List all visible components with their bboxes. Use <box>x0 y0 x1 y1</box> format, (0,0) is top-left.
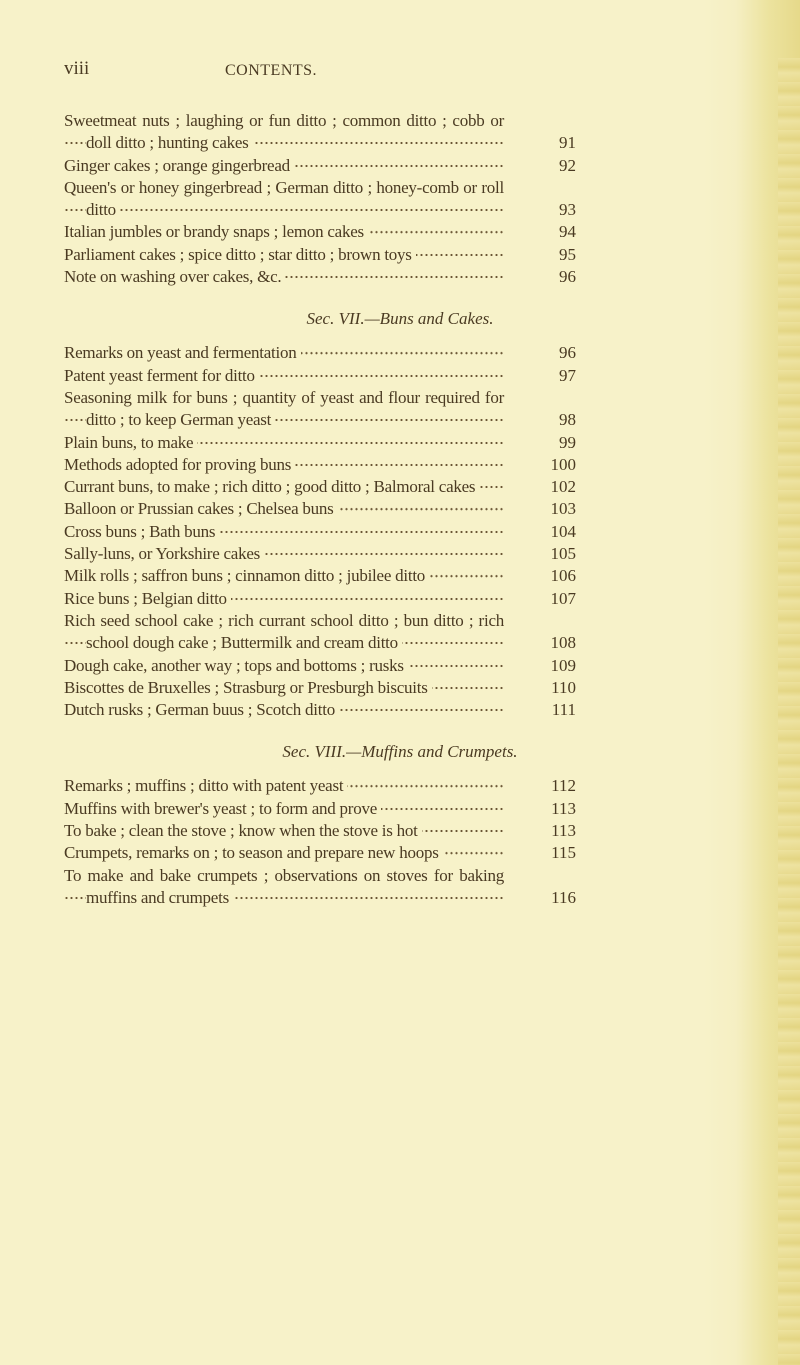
entry-title: Queen's or honey gingerbread ; German ditto ; honey-comb or roll ditto <box>64 177 504 220</box>
entry-page-number: 113 <box>551 798 576 818</box>
entry-page-number: 100 <box>550 454 576 474</box>
entry-with-dot-leader <box>64 699 504 721</box>
entry-title: To bake ; clean the stove ; know when the stove is hot <box>64 821 422 840</box>
contents-entry <box>64 655 704 677</box>
contents-entry <box>64 244 704 266</box>
entry-page-number: 98 <box>559 410 576 430</box>
contents-entry <box>64 498 704 520</box>
contents-entry <box>64 266 704 288</box>
entry-title: Dough cake, another way ; tops and bottoms ; rusks <box>64 656 408 675</box>
entry-with-dot-leader <box>64 387 504 432</box>
contents-entry <box>64 476 704 498</box>
entry-with-dot-leader <box>64 655 504 677</box>
entry-with-dot-leader <box>64 476 504 498</box>
entry-with-dot-leader <box>64 342 504 364</box>
contents-entry <box>64 588 704 610</box>
entry-with-dot-leader <box>64 865 504 910</box>
contents-entry <box>64 365 704 387</box>
contents-entry <box>64 387 704 432</box>
entry-page-number: 107 <box>550 588 576 608</box>
entry-title: Methods adopted for proving buns <box>64 455 295 474</box>
entry-with-dot-leader <box>64 155 504 177</box>
section-heading-vii: Sec. VII.—Buns and Cakes. <box>306 309 494 329</box>
entry-page-number: 113 <box>551 821 576 841</box>
contents-entry <box>64 543 704 565</box>
entry-title: Plain buns, to make <box>64 433 197 452</box>
entry-page-number: 91 <box>559 133 576 153</box>
entry-title: Remarks ; muffins ; ditto with patent yeast <box>64 776 347 795</box>
entry-page-number: 97 <box>559 365 576 385</box>
entry-page-number: 110 <box>551 677 576 697</box>
entry-with-dot-leader <box>64 775 504 797</box>
entry-title: Sally-luns, or Yorkshire cakes <box>64 544 264 563</box>
contents-entry <box>64 521 704 543</box>
entry-page-number: 106 <box>550 566 576 586</box>
entry-page-number: 92 <box>559 155 576 175</box>
contents-entry <box>64 610 704 655</box>
entry-title: Rice buns ; Belgian ditto <box>64 589 231 608</box>
entry-with-dot-leader <box>64 454 504 476</box>
contents-entry <box>64 432 704 454</box>
entry-title: Milk rolls ; saffron buns ; cinnamon ditto ; jubilee ditto <box>64 566 429 585</box>
entry-with-dot-leader <box>64 820 504 842</box>
entry-with-dot-leader <box>64 842 504 864</box>
entry-title: Balloon or Prussian cakes ; Chelsea buns <box>64 499 338 518</box>
entry-title: Patent yeast ferment for ditto <box>64 366 259 385</box>
contents-entry <box>64 155 704 177</box>
contents-entry <box>64 820 704 842</box>
entry-page-number: 93 <box>559 200 576 220</box>
entry-page-number: 99 <box>559 432 576 452</box>
entry-with-dot-leader <box>64 543 504 565</box>
contents-entry <box>64 775 704 797</box>
running-title: CONTENTS. <box>225 62 318 79</box>
page-edge <box>778 58 800 1365</box>
entry-title: Parliament cakes ; spice ditto ; star ditto ; brown toys <box>64 245 416 264</box>
entry-title: Rich seed school cake ; rich currant school ditto ; bun ditto ; rich school dough cake ; Buttermilk and cream ditto <box>64 610 504 653</box>
entry-with-dot-leader <box>64 365 504 387</box>
contents-entry <box>64 177 704 222</box>
entry-page-number: 112 <box>551 776 576 796</box>
entry-page-number: 105 <box>550 544 576 564</box>
entry-page-number: 115 <box>551 843 576 863</box>
entry-with-dot-leader <box>64 221 504 243</box>
contents-list-intro <box>64 110 704 288</box>
entry-with-dot-leader <box>64 677 504 699</box>
entry-title: Crumpets, remarks on ; to season and prepare new hoops <box>64 843 443 862</box>
entry-title: Sweetmeat nuts ; laughing or fun ditto ; common ditto ; cobb or doll ditto ; hunting cakes <box>64 111 504 153</box>
entry-title: Dutch rusks ; German buus ; Scotch ditto <box>64 700 339 719</box>
contents-entry <box>64 342 704 364</box>
entry-page-number: 95 <box>559 244 576 264</box>
entry-with-dot-leader <box>64 177 504 222</box>
entry-with-dot-leader <box>64 110 504 155</box>
entry-page-number: 103 <box>550 499 576 519</box>
entry-title: Ginger cakes ; orange gingerbread <box>64 156 294 175</box>
entry-title: Remarks on yeast and fermentation <box>64 343 301 362</box>
section-heading-viii: Sec. VIII.—Muffins and Crumpets. <box>282 742 518 762</box>
entry-with-dot-leader <box>64 798 504 820</box>
entry-with-dot-leader <box>64 588 504 610</box>
entry-page-number: 96 <box>559 343 576 363</box>
entry-with-dot-leader <box>64 610 504 655</box>
entry-title: To make and bake crumpets ; observations on stoves for baking muffins and crumpets <box>64 865 504 907</box>
contents-entry <box>64 798 704 820</box>
page-header <box>0 58 800 98</box>
entry-page-number: 108 <box>550 633 576 653</box>
page-number: viii <box>64 58 90 79</box>
contents-entry <box>64 454 704 476</box>
contents-entry <box>64 565 704 587</box>
entry-title: Biscottes de Bruxelles ; Strasburg or Presburgh biscuits <box>64 678 432 697</box>
entry-with-dot-leader <box>64 498 504 520</box>
entry-with-dot-leader <box>64 521 504 543</box>
entry-title: Cross buns ; Bath buns <box>64 522 219 541</box>
contents-entry <box>64 865 704 910</box>
contents-entry <box>64 221 704 243</box>
entry-page-number: 96 <box>559 267 576 287</box>
contents-entry <box>64 699 704 721</box>
entry-page-number: 109 <box>550 655 576 675</box>
entry-title: Seasoning milk for buns ; quantity of yeast and flour required for ditto ; to keep German yeast <box>64 387 504 430</box>
contents-list-sec-vii <box>64 342 704 721</box>
entry-page-number: 116 <box>551 887 576 907</box>
entry-with-dot-leader <box>64 266 504 288</box>
entry-page-number: 94 <box>559 222 576 242</box>
entry-page-number: 102 <box>550 477 576 497</box>
entry-with-dot-leader <box>64 244 504 266</box>
entry-page-number: 104 <box>550 521 576 541</box>
contents-list-sec-viii <box>64 775 704 909</box>
contents-entry <box>64 110 704 155</box>
contents-entry <box>64 842 704 864</box>
contents-entry <box>64 677 704 699</box>
entry-page-number: 111 <box>551 700 576 720</box>
entry-title: Italian jumbles or brandy snaps ; lemon cakes <box>64 222 368 241</box>
entry-with-dot-leader <box>64 432 504 454</box>
entry-with-dot-leader <box>64 565 504 587</box>
entry-title: Currant buns, to make ; rich ditto ; good ditto ; Balmoral cakes <box>64 477 479 496</box>
entry-title: Note on washing over cakes, &c. <box>64 267 285 286</box>
entry-title: Muffins with brewer's yeast ; to form and prove <box>64 799 381 818</box>
